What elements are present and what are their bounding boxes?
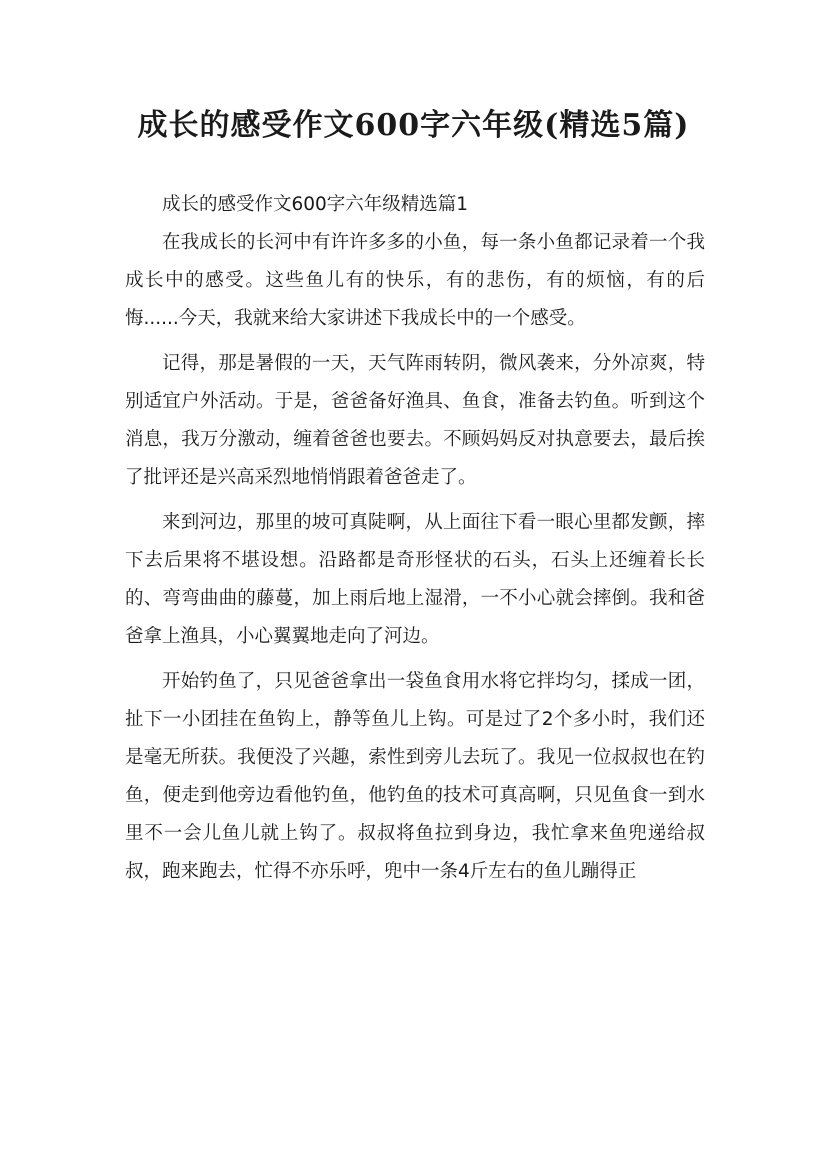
paragraph: 记得，那是暑假的一天，天气阵雨转阴，微风袭来，分外凉爽，特别适宜户外活动。于是，爸爸备好渔具、鱼食，准备去钓鱼。听到这个消息，我万分激动，缠着爸爸也要去。不顾妈妈反对执意要去，最后挨了批评还是兴高采烈地悄悄跟着爸爸走了。 [125, 353, 705, 488]
paragraph: 在我成长的长河中有许许多多的小鱼，每一条小鱼都记录着一个我成长中的感受。这些鱼儿有的快乐，有的悲伤，有的烦恼，有的后悔......今天，我就来给大家讲述下我成长中的一个感受。 [125, 232, 705, 329]
section-heading: 成长的感受作文600字六年级精选篇1 [162, 194, 469, 215]
paragraph: 开始钓鱼了，只见爸爸拿出一袋鱼食用水将它拌均匀，揉成一团，扯下一小团挂在鱼钩上，静等鱼儿上钩。可是过了2个多小时，我们还是毫无所获。我便没了兴趣，索性到旁儿去玩了。我见一位叔叔也在钓鱼，便走到他旁边看他钓鱼，他钓鱼的技术可真高啊，只见鱼食一到水里不一会儿鱼儿就上钩了。叔叔将鱼拉到身边，我忙拿来鱼兜递给叔叔，跑来跑去，忙得不亦乐呼，兜中一条4斤左右的鱼儿蹦得正 [125, 671, 705, 882]
document-body [125, 186, 705, 898]
paragraph: 来到河边，那里的坡可真陡啊，从上面往下看一眼心里都发颤，摔下去后果将不堪设想。沿路都是奇形怪状的石头，石头上还缠着长长的、弯弯曲曲的藤蔓，加上雨后地上湿滑，一不小心就会摔倒。我和爸爸拿上渔具，小心翼翼地走向了河边。 [125, 512, 705, 647]
document-title: 成长的感受作文600字六年级(精选5篇) [137, 108, 690, 143]
